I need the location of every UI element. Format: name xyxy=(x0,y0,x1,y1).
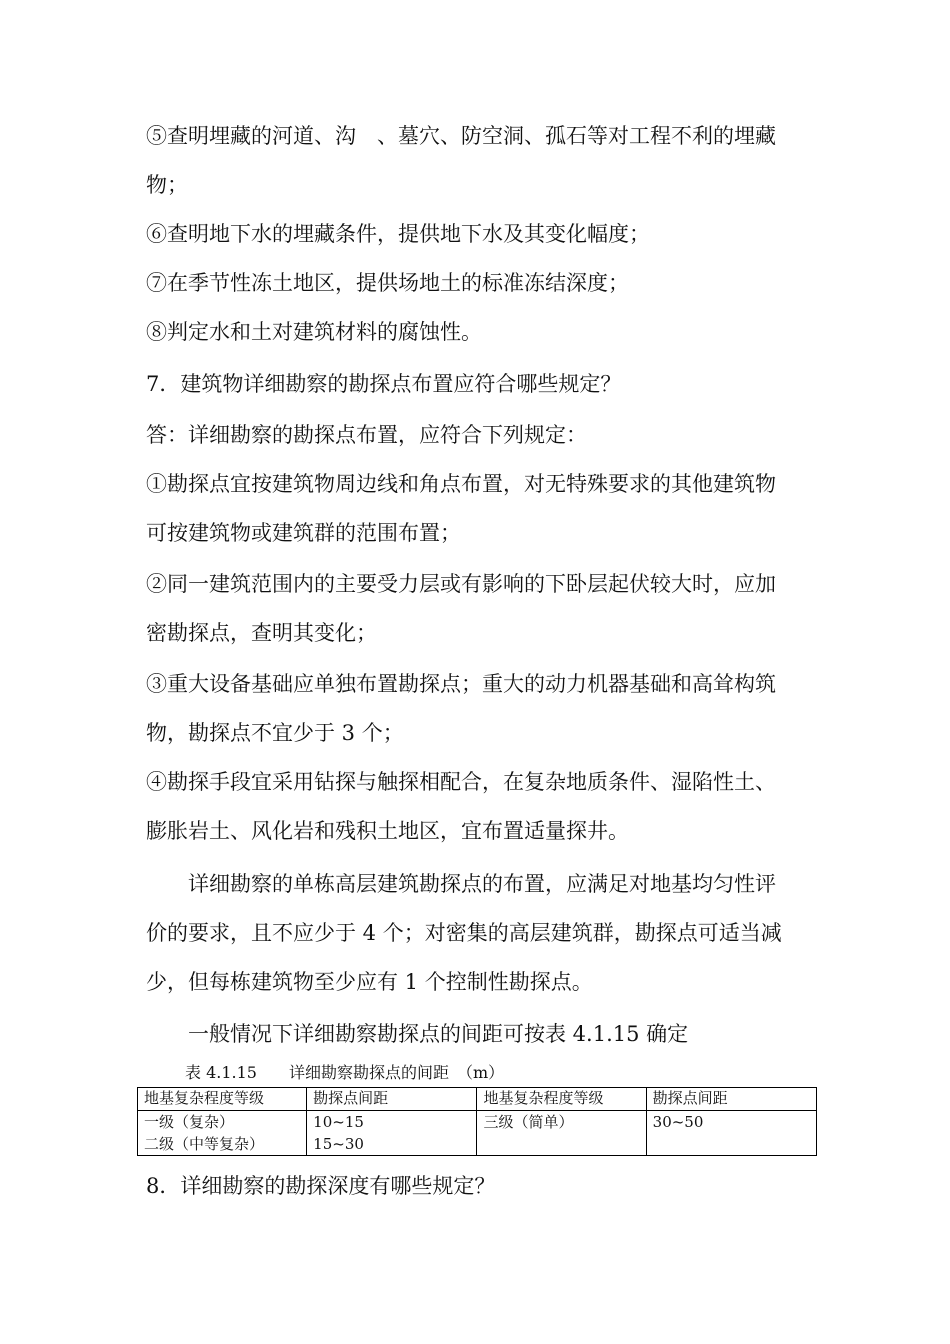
table-header-cell: 地基复杂程度等级 xyxy=(138,1088,307,1111)
cell-line: 30~50 xyxy=(652,1113,704,1131)
paragraph-line: ④勘探手段宜采用钻探与触探相配合，在复杂地质条件、湿陷性土、 xyxy=(146,770,776,794)
paragraph-line: ⑤查明埋藏的河道、沟 、墓穴、防空洞、孤石等对工程不利的埋藏 xyxy=(146,124,776,148)
table-header-row xyxy=(138,1088,817,1111)
paragraph-line: ⑧判定水和土对建筑材料的腐蚀性。 xyxy=(146,320,482,344)
table-header-cell: 地基复杂程度等级 xyxy=(477,1088,646,1111)
paragraph-line: 详细勘察的单栋高层建筑勘探点的布置，应满足对地基均匀性评 xyxy=(188,872,776,896)
paragraph-line: ①勘探点宜按建筑物周边线和角点布置，对无特殊要求的其他建筑物 xyxy=(146,472,776,496)
table-cell xyxy=(307,1111,477,1156)
paragraph-line: ⑥查明地下水的埋藏条件，提供地下水及其变化幅度； xyxy=(146,222,650,246)
paragraph-line: ③重大设备基础应单独布置勘探点；重大的动力机器基础和高耸构筑 xyxy=(146,672,776,696)
table-caption: 表 4.1.15 详细勘察勘探点的间距 （m） xyxy=(185,1063,505,1082)
question-heading: 8．详细勘察的勘探深度有哪些规定？ xyxy=(146,1174,496,1198)
cell-line: 15~30 xyxy=(313,1135,364,1153)
question-heading: 7．建筑物详细勘察的勘探点布置应符合哪些规定？ xyxy=(146,372,622,396)
paragraph-line: 可按建筑物或建筑群的范围布置； xyxy=(146,521,461,545)
spacing-table xyxy=(137,1087,817,1156)
paragraph-line: 一般情况下详细勘察勘探点的间距可按表 4.1.15 确定 xyxy=(188,1022,689,1046)
paragraph-line: 物； xyxy=(146,173,188,197)
cell-line: 一级（复杂） xyxy=(144,1113,235,1131)
table-cell xyxy=(477,1111,646,1156)
cell-line: 三级（简单） xyxy=(483,1113,574,1131)
table-header-cell: 勘探点间距 xyxy=(307,1088,477,1111)
paragraph-line: 密勘探点，查明其变化； xyxy=(146,621,377,645)
paragraph-line: 膨胀岩土、风化岩和残积土地区，宜布置适量探井。 xyxy=(146,819,629,843)
paragraph-line: 物，勘探点不宜少于 3 个； xyxy=(146,721,404,745)
paragraph-line: ⑦在季节性冻土地区，提供场地土的标准冻结深度； xyxy=(146,271,629,295)
table-row xyxy=(138,1111,817,1156)
answer-intro: 答：详细勘察的勘探点布置，应符合下列规定： xyxy=(146,423,587,447)
cell-line: 10~15 xyxy=(313,1113,364,1131)
paragraph-line: 价的要求，且不应少于 4 个；对密集的高层建筑群，勘探点可适当减 xyxy=(146,921,782,945)
table-cell xyxy=(138,1111,307,1156)
table-header-cell: 勘探点间距 xyxy=(646,1088,816,1111)
paragraph-line: ②同一建筑范围内的主要受力层或有影响的下卧层起伏较大时，应加 xyxy=(146,572,776,596)
paragraph-line: 少，但每栋建筑物至少应有 1 个控制性勘探点。 xyxy=(146,970,593,994)
cell-line: 二级（中等复杂） xyxy=(144,1135,265,1153)
table-cell xyxy=(646,1111,816,1156)
